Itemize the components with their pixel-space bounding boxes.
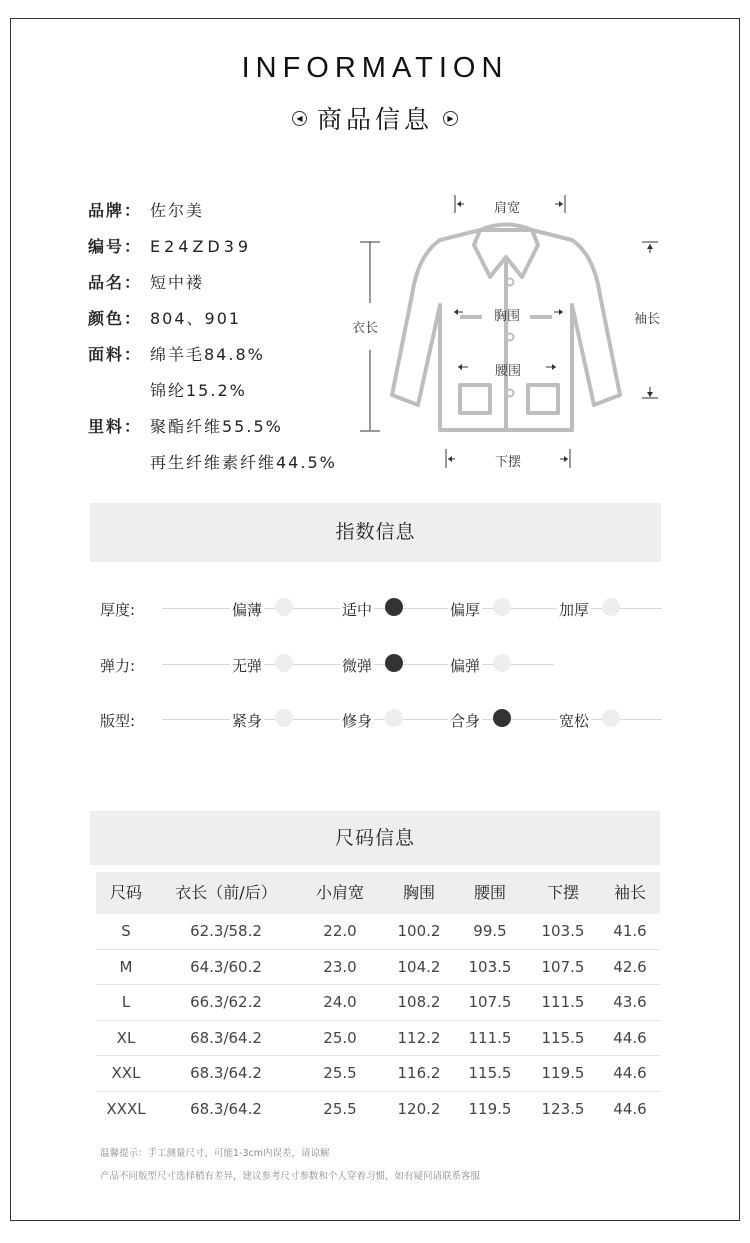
table-row: [96, 1056, 660, 1092]
title-en: INFORMATION: [241, 52, 509, 84]
info-value: E24ZD39: [150, 237, 253, 256]
info-row-lining: [88, 414, 337, 450]
table-cell: 68.3/64.2: [190, 1064, 262, 1082]
table-cell: 25.0: [323, 1028, 357, 1047]
table-cell: 25.5: [323, 1064, 357, 1082]
table-cell: 107.5: [468, 993, 512, 1011]
table-cell: 103.5: [541, 922, 585, 940]
column-header: 衣长（前/后）: [175, 883, 277, 902]
table-row: [96, 1021, 660, 1057]
table-cell: 99.5: [473, 922, 507, 940]
table-cell: 112.2: [397, 1028, 441, 1047]
table-cell: 68.3/64.2: [190, 1099, 262, 1118]
title-cn: 商品信息: [316, 105, 433, 134]
index-dot: [385, 709, 403, 727]
column-header: 下摆: [546, 883, 579, 902]
size-table-header: [96, 872, 660, 914]
measurement-diagram: [340, 185, 680, 475]
label-length: 衣长: [352, 321, 379, 336]
note-measurement: 温馨提示：手工测量尺寸，可能1-3cm内误差，请谅解: [100, 1148, 330, 1159]
index-label: 弹力:: [100, 657, 136, 675]
info-row-code: [88, 234, 337, 270]
index-row-thickness: [0, 594, 750, 624]
index-option: 偏厚: [450, 601, 481, 619]
info-key: 面料：: [88, 345, 143, 364]
table-row: [96, 914, 660, 950]
info-value: 聚酯纤维55.5%: [150, 417, 283, 436]
index-section-title: 指数信息: [90, 503, 661, 562]
size-section-title: 尺码信息: [90, 811, 660, 865]
index-label: 厚度:: [100, 601, 136, 619]
table-cell: 115.5: [468, 1064, 512, 1082]
info-key: 品名：: [88, 273, 143, 292]
table-cell: 111.5: [541, 993, 585, 1011]
info-value: 再生纤维素纤维44.5%: [150, 453, 337, 472]
product-info: [88, 198, 337, 486]
index-dot: [493, 598, 511, 616]
table-cell: 119.5: [541, 1064, 585, 1082]
table-cell: 103.5: [468, 957, 512, 976]
index-dot: [275, 598, 293, 616]
table-cell: 44.6: [613, 1064, 647, 1082]
index-dot: [275, 709, 293, 727]
table-cell: 120.2: [397, 1099, 441, 1118]
info-value: 佐尔美: [150, 201, 205, 220]
jacket-illustration: [340, 185, 680, 475]
label-sleeve: 袖长: [634, 312, 661, 327]
index-option: 微弹: [342, 657, 373, 675]
index-option: 修身: [342, 712, 373, 730]
table-cell: 24.0: [323, 993, 357, 1011]
index-row-elasticity: [0, 650, 750, 680]
table-cell: 107.5: [541, 957, 585, 976]
index-dot-selected: [493, 709, 511, 727]
table-cell: 23.0: [323, 957, 357, 976]
table-cell: 25.5: [323, 1099, 357, 1118]
note-advice: 产品不同版型尺寸选择稍有差异，建议参考尺寸参数和个人穿着习惯，如有疑问请联系客服: [100, 1171, 481, 1182]
info-value: 短中褛: [150, 273, 205, 292]
info-value: 锦纶15.2%: [150, 381, 247, 400]
info-key: 品牌：: [88, 201, 143, 220]
column-header: 小肩宽: [315, 883, 364, 902]
table-cell: XXL: [111, 1064, 141, 1082]
column-header: 袖长: [613, 883, 646, 902]
table-cell: M: [119, 957, 133, 976]
info-key: 里料：: [88, 417, 143, 436]
table-cell: XXXL: [106, 1099, 146, 1118]
index-dot: [602, 598, 620, 616]
table-cell: 41.6: [613, 922, 647, 940]
table-cell: 66.3/62.2: [190, 993, 262, 1011]
table-cell: L: [121, 993, 131, 1011]
index-option: 适中: [342, 601, 373, 619]
info-key: 编号：: [88, 237, 143, 256]
table-cell: 62.3/58.2: [190, 922, 262, 940]
index-option: 合身: [450, 712, 481, 730]
table-cell: 42.6: [613, 957, 647, 976]
label-hem: 下摆: [495, 455, 522, 470]
table-cell: 123.5: [541, 1099, 585, 1118]
info-value: 804、901: [150, 309, 242, 328]
index-option: 紧身: [232, 712, 263, 730]
column-header: 胸围: [402, 883, 435, 902]
table-cell: 68.3/64.2: [190, 1028, 262, 1047]
index-dot: [493, 654, 511, 672]
index-option: 偏弹: [450, 657, 481, 675]
info-row-lining-2: [88, 450, 337, 486]
info-row-name: [88, 270, 337, 306]
column-header: 尺码: [109, 883, 142, 902]
index-option: 加厚: [559, 601, 590, 619]
index-dot: [602, 709, 620, 727]
table-cell: 44.6: [613, 1099, 647, 1118]
right-arrow-icon: ▶: [443, 111, 458, 126]
table-cell: 43.6: [613, 993, 647, 1011]
table-cell: 111.5: [468, 1028, 512, 1047]
table-row: [96, 985, 660, 1021]
table-cell: 116.2: [397, 1064, 441, 1082]
label-chest: 胸围: [494, 309, 521, 324]
index-option: 宽松: [559, 712, 590, 730]
column-header: 腰围: [473, 883, 506, 902]
index-option: 无弹: [232, 657, 263, 675]
left-arrow-icon: ◀: [292, 111, 307, 126]
table-cell: S: [121, 922, 131, 940]
info-row-fabric: [88, 342, 337, 378]
info-value: 绵羊毛84.8%: [150, 345, 265, 364]
table-cell: 44.6: [613, 1028, 647, 1047]
info-row-fabric-2: [88, 378, 337, 414]
table-row: [96, 950, 660, 986]
table-cell: 100.2: [397, 922, 441, 940]
index-dot: [275, 654, 293, 672]
index-label: 版型:: [100, 712, 136, 730]
table-cell: 115.5: [541, 1028, 585, 1047]
index-dot-selected: [385, 598, 403, 616]
size-table: [96, 872, 660, 1127]
index-option: 偏薄: [232, 601, 263, 619]
label-waist: 腰围: [495, 364, 522, 379]
table-cell: 104.2: [397, 957, 441, 976]
info-key: 颜色：: [88, 309, 143, 328]
table-cell: 108.2: [397, 993, 441, 1011]
table-cell: 119.5: [468, 1099, 512, 1118]
info-row-brand: [88, 198, 337, 234]
table-row: [96, 1092, 660, 1128]
label-shoulder: 肩宽: [494, 201, 521, 216]
table-cell: XL: [116, 1028, 136, 1047]
table-cell: 22.0: [323, 922, 357, 940]
info-row-color: [88, 306, 337, 342]
index-row-fit: [0, 705, 750, 735]
table-cell: 64.3/60.2: [190, 957, 262, 976]
index-dot-selected: [385, 654, 403, 672]
title-cn-wrap: [0, 100, 750, 136]
